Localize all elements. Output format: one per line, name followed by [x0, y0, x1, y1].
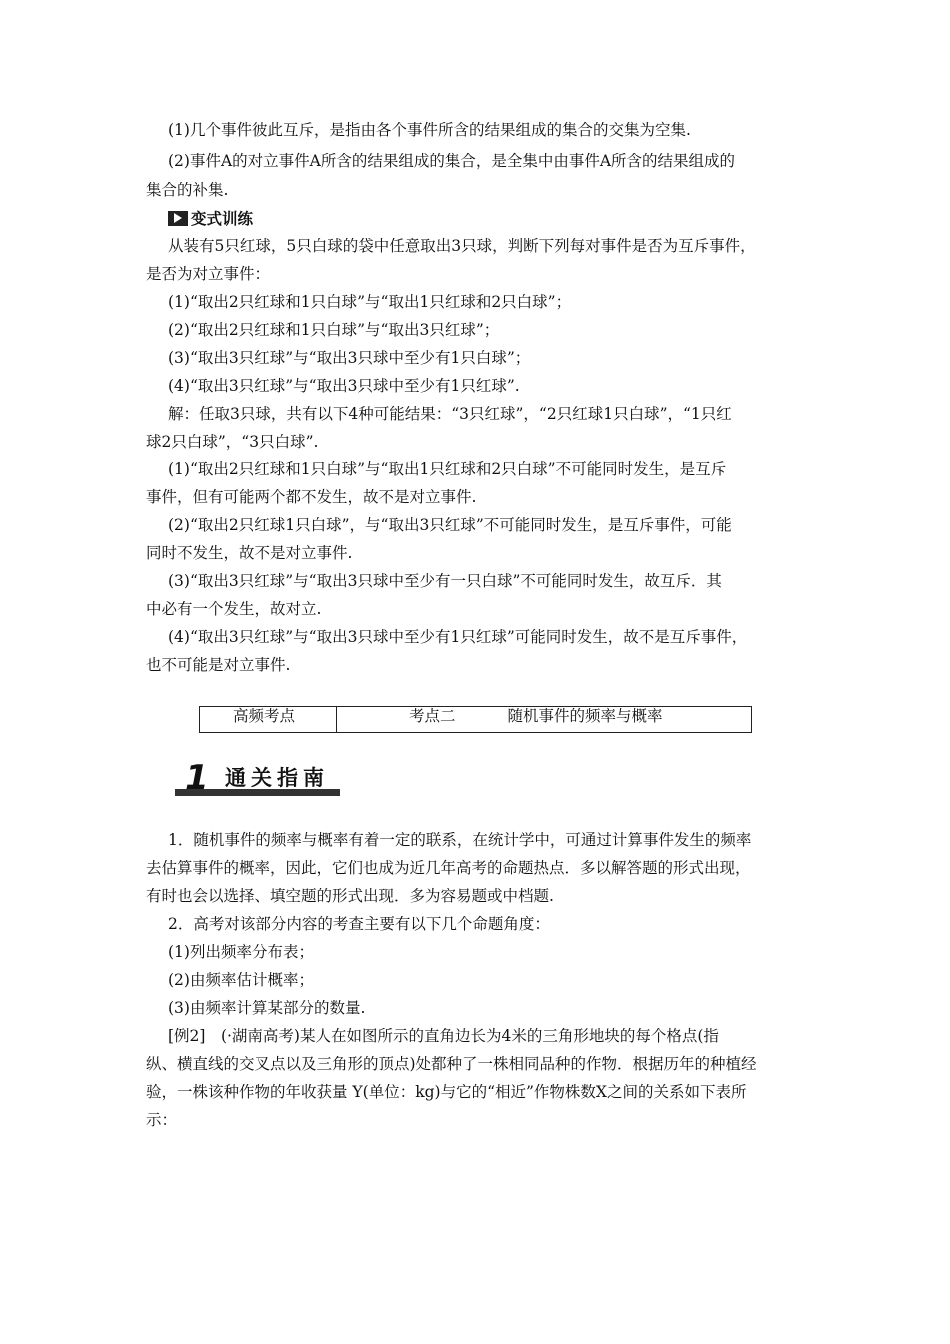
guide-angle-3: (3)由频率计算某部分的数量. [168, 999, 366, 1017]
intro-line-3: 集合的补集. [146, 181, 229, 199]
solution-part2-line-2: 同时不发生，故不是对立事件. [146, 544, 353, 562]
topic-category: 高频考点 [200, 707, 337, 732]
topic-table [199, 706, 752, 733]
guide-header [175, 760, 340, 798]
guide-p1-line-1: 1．随机事件的频率与概率有着一定的联系，在统计学中，可通过计算事件发生的频率 [168, 831, 752, 849]
guide-p1-line-3: 有时也会以选择、填空题的形式出现．多为容易题或中档题. [146, 887, 554, 905]
problem-item-3: (3)“取出3只红球”与“取出3只球中至少有1只白球”； [168, 349, 531, 367]
guide-angle-1: (1)列出频率分布表； [168, 943, 314, 961]
solution-line-1: 解：任取3只球，共有以下4种可能结果：“3只红球”，“2只红球1只白球”，“1只红 [168, 405, 732, 423]
problem-item-2: (2)“取出2只红球和1只白球”与“取出3只红球”； [168, 321, 500, 339]
problem-line-2: 是否为对立事件： [146, 265, 271, 283]
problem-item-4: (4)“取出3只红球”与“取出3只球中至少有1只红球”. [168, 377, 520, 395]
problem-line-1: 从装有5只红球，5只白球的袋中任意取出3只球，判断下列每对事件是否为互斥事件， [168, 237, 756, 255]
solution-part1-line-1: (1)“取出2只红球和1只白球”与“取出1只红球和2只白球”不可能同时发生，是互斥 [168, 460, 727, 478]
example-line-2: 纵、横直线的交叉点以及三角形的顶点)处都种了一株相同品种的作物．根据历年的种植经 [146, 1055, 757, 1073]
solution-part4-line-2: 也不可能是对立事件. [146, 656, 291, 674]
solution-part3-line-1: (3)“取出3只红球”与“取出3只球中至少有一只白球”不可能同时发生，故互斥．其 [168, 572, 722, 590]
solution-part1-line-2: 事件，但有可能两个都不发生，故不是对立事件. [146, 488, 477, 506]
example-line-1: [例2] (·湖南高考)某人在如图所示的直角边长为4米的三角形地块的每个格点(指 [168, 1027, 719, 1045]
play-icon [168, 211, 188, 226]
guide-number: 1 [185, 758, 209, 798]
variant-training-label: 变式训练 [191, 210, 254, 228]
guide-title: 通关指南 [225, 766, 329, 790]
topic-number: 考点二 [409, 707, 456, 725]
example-line-3: 验，一株该种作物的年收获量 Y(单位：kg)与它的“相近”作物株数X之间的关系如下表所 [146, 1083, 747, 1101]
topic-title-cell [337, 707, 751, 732]
guide-p2: 2．高考对该部分内容的考查主要有以下几个命题角度： [168, 915, 550, 933]
solution-part4-line-1: (4)“取出3只红球”与“取出3只球中至少有1只红球”可能同时发生，故不是互斥事件， [168, 628, 748, 646]
guide-angle-2: (2)由频率估计概率； [168, 971, 314, 989]
problem-item-1: (1)“取出2只红球和1只白球”与“取出1只红球和2只白球”； [168, 293, 572, 311]
variant-training-heading [168, 208, 253, 228]
solution-part3-line-2: 中必有一个发生，故对立. [146, 600, 322, 618]
guide-p1-line-2: 去估算事件的概率，因此，它们也成为近几年高考的命题热点．多以解答题的形式出现， [146, 859, 751, 877]
example-line-4: 示： [146, 1111, 178, 1129]
intro-line-2: (2)事件A的对立事件A所含的结果组成的集合，是全集中由事件A所含的结果组成的 [168, 152, 736, 170]
solution-part2-line-1: (2)“取出2只红球1只白球”，与“取出3只红球”不可能同时发生，是互斥事件，可能 [168, 516, 732, 534]
topic-name: 随机事件的频率与概率 [507, 707, 663, 725]
intro-line-1: (1)几个事件彼此互斥，是指由各个事件所含的结果组成的集合的交集为空集. [168, 121, 691, 139]
solution-line-2: 球2只白球”，“3只白球”. [146, 433, 319, 451]
